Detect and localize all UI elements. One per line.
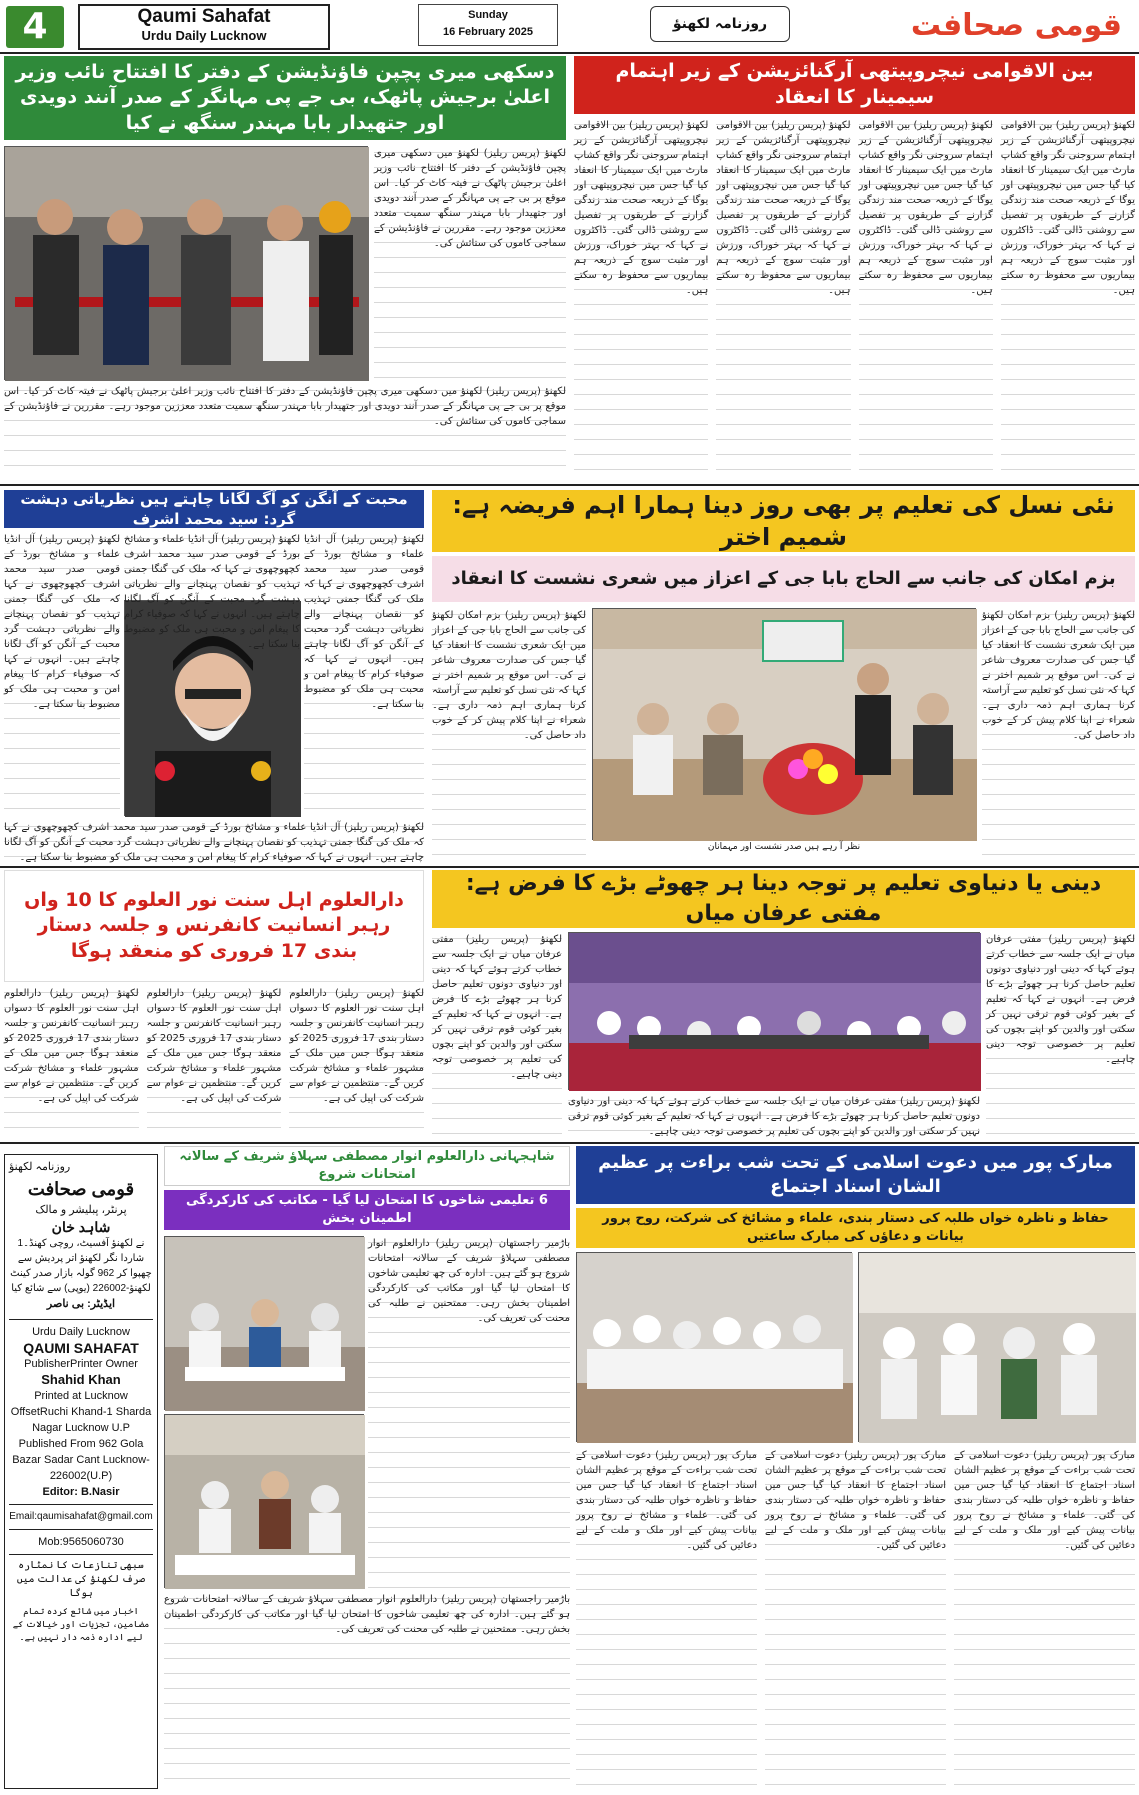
seminar-col-2: لکھنؤ (پریس ریلیز) بین الاقوامی نیچروپیتھی آرگنائزیشن کے زیر اہتمام سروجنی نگر واقع کشاپ مارٹ میں ایک سیمینار کا انعقاد کیا گیا جس میں نیچروپیتھی اور یوگا کے ذریعہ صحت مند زندگی گزارنے کے طریقوں پر تفصیل سے روشنی ڈالی گئی۔ ڈاکٹروں نے کہا کہ بہتر خوراک، ورزش اور مثبت سوچ کے ذریعہ ہم بیماریوں سے محفوظ رہ سکتے ہیں۔ [859,118,993,478]
imprint-jurisdiction: سبھی تنازعات کا نمٹارہ صرف لکھنؤ کی عدالت میں ہوگا [16,1560,146,1599]
foundation-headline: دسکھی میری پچپن فاؤنڈیشن کے دفتر کا افتتاح نائب وزیر اعلیٰ برجیش پاٹھک، بی جے پی مہانگر کے صدر آنند دویدی اور جتھیدار بابا مہندر سنگھ نے کیا [4,56,566,140]
imprint-divider-2 [9,1504,153,1505]
education-body-col3: لکھنؤ (پریس ریلیز) مفتی عرفان میاں نے ایک جلسہ سے خطاب کرتے ہوئے کہا کہ دینی اور دنیاوی دونوں تعلیم حاصل کرنا ہر چھوٹے بڑے کا فرض ہے۔ انہوں نے کہا کہ تعلیم کے بغیر کوئی قوم ترقی نہیں کر سکتی اور والدین کو اپنے بچوں کی تعلیم پر خصوصی توجہ دینی چاہیے۔ [568,1096,980,1137]
darul-col-3: لکھنؤ (پریس ریلیز) دارالعلوم اہل سنت نور العلوم کا دسواں رہبر انسانیت کانفرنس و جلسہ دستار بندی 17 فروری 2025 کو منعقد ہوگا جس میں ملک کے مشہور علماء و مشائخ شرکت کریں گے۔ منتظمین نے عوام سے شرکت کی اپیل کی ہے۔ [4,986,139,1136]
masthead-date: 16 February 2025 [443,26,533,38]
exam-body-col2: باڑمیر راجستھان (پریس ریلیز) دارالعلوم انوار مصطفی سہلاؤ شریف کے سالانہ امتحانات شروع ہو گئے ہیں۔ ادارہ کی چھ تعلیمی شاخوں کا امتحان لیا گیا اور مکاتب کی کارکردگی اطمینان بخش رہی۔ ممتحنین نے طلبہ کی محنت کی تعریف کی۔ [164,1592,570,1789]
education-photo [568,932,980,1090]
seminar-headline: بین الاقوامی نیچروپیتھی آرگنائزیشن کے زیر اہتمام سیمینار کا انعقاد [574,56,1135,114]
poetry-headline: نئی نسل کی تعلیم پر بھی روز دینا ہمارا اہم فریضہ ہے: شمیم اختر [432,490,1135,552]
imprint-divider-4 [9,1554,153,1555]
imprint-owner-urdu: شاہد خان [51,1219,111,1235]
imprint-mobile: Mob:9565060730 [38,1536,124,1548]
row-divider-1 [0,484,1139,486]
love-headline: محبت کے آنگن کو آگ لگانا چاہتے ہیں نظریاتی دہشت گرد: سید محمد اشرف [4,490,424,528]
imprint-editor-en: Editor: B.Nasir [42,1486,120,1498]
education-headline: دینی یا دنیاوی تعلیم پر توجہ دینا ہر چھوٹے بڑے کا فرض ہے: مفتی عرفان میاں [432,870,1135,928]
exam-headline: شاہجہانی دارالعلوم انوار مصطفی سہلاؤ شریف کے سالانہ امتحانات شروع [164,1146,570,1186]
foundation-photo [4,146,368,380]
imprint-title-en: QAUMI SAHAFAT [23,1340,139,1356]
masthead-title: Qaumi Sahafat [137,6,271,27]
exam-photo-1 [164,1236,364,1410]
masthead-english [78,4,330,50]
masthead-rule [0,52,1139,54]
love-body-col4: لکھنؤ (پریس ریلیز) آل انڈیا علماء و مشائخ بورڈ کے قومی صدر سید محمد اشرف کچھوچھوی نے کہا کہ ملک کی گنگا جمنی تہذیب کو نقصان پہنچانے والے نظریاتی دہشت گرد محبت کے آنگن کو آگ لگانا چاہتے ہیں۔ انہوں نے کہا کہ صوفیاء کرام کا پیغام امن و محبت ہی ملک کو مضبوط بنا سکتا ہے۔ [4,822,424,863]
masthead-day: Sunday [468,9,508,21]
imprint-owner-en: Shahid Khan [41,1372,121,1387]
mubarakpur-col-1: مبارک پور (پریس ریلیز) دعوت اسلامی کے تحت شب براءت کے موقع پر عظیم الشان اسناد اجتماع کا انعقاد کیا گیا جس میں حفاظ و ناظرہ خواں طلبہ کی دستار بندی کی گئی۔ علماء و مشائخ نے روح پرور بیانات پیش کیے اور ملک و ملت کے لیے دعائیں کی گئیں۔ [954,1448,1135,1789]
seminar-col-4: لکھنؤ (پریس ریلیز) بین الاقوامی نیچروپیتھی آرگنائزیشن کے زیر اہتمام سروجنی نگر واقع کشاپ مارٹ میں ایک سیمینار کا انعقاد کیا گیا جس میں نیچروپیتھی اور یوگا کے ذریعہ صحت مند زندگی گزارنے کے طریقوں پر تفصیل سے روشنی ڈالی گئی۔ ڈاکٹروں نے کہا کہ بہتر خوراک، ورزش اور مثبت سوچ کے ذریعہ ہم بیماریوں سے محفوظ رہ سکتے ہیں۔ [574,118,708,478]
imprint-disclaimer: اخبار میں شائع کردہ تمام مضامین، تجزیات اور خیالات کے لیے ادارہ ذمہ دار نہیں ہے۔ [12,1606,150,1642]
mubarakpur-photo-1 [858,1252,1135,1442]
imprint-divider [9,1319,153,1320]
foundation-body-col2: لکھنؤ (پریس ریلیز) لکھنؤ میں دسکھی میری پچپن فاؤنڈیشن کے دفتر کا افتتاح نائب وزیر اعلیٰ برجیش پاٹھک نے فیتہ کاٹ کر کیا۔ اس موقع پر بی جے پی مہانگر کے صدر آنند دویدی اور جتھیدار بابا مہندر سنگھ سمیت متعدد معززین موجود رہے۔ مقررین نے فاؤنڈیشن کے سماجی کاموں کی ستائش کی۔ [4,384,566,478]
imprint-email: Email:qaumisahafat@gmail.com [9,1511,153,1522]
mubarakpur-col-3: مبارک پور (پریس ریلیز) دعوت اسلامی کے تحت شب براءت کے موقع پر عظیم الشان اسناد اجتماع کا انعقاد کیا گیا جس میں حفاظ و ناظرہ خواں طلبہ کی دستار بندی کی گئی۔ علماء و مشائخ نے روح پرور بیانات پیش کیے اور ملک و ملت کے لیے دعائیں کی گئیں۔ [576,1448,757,1789]
seminar-columns [574,118,1135,478]
seminar-col-3: لکھنؤ (پریس ریلیز) بین الاقوامی نیچروپیتھی آرگنائزیشن کے زیر اہتمام سروجنی نگر واقع کشاپ مارٹ میں ایک سیمینار کا انعقاد کیا گیا جس میں نیچروپیتھی اور یوگا کے ذریعہ صحت مند زندگی گزارنے کے طریقوں پر تفصیل سے روشنی ڈالی گئی۔ ڈاکٹروں نے کہا کہ بہتر خوراک، ورزش اور مثبت سوچ کے ذریعہ ہم بیماریوں سے محفوظ رہ سکتے ہیں۔ [716,118,850,478]
imprint-daily-en: Urdu Daily Lucknow [32,1326,130,1338]
imprint-title-urdu: قومی صحافت [27,1179,135,1199]
row-divider-2 [0,866,1139,868]
poetry-subheadline: بزم امکان کی جانب سے الحاج بابا جی کے اعزاز میں شعری نشست کا انعقاد [432,556,1135,602]
imprint-divider-3 [9,1529,153,1530]
mubarakpur-headline: مبارک پور میں دعوت اسلامی کے تحت شب براءت پر عظیم الشان اسناد اجتماع [576,1146,1135,1204]
poetry-body-col1: لکھنؤ (پریس ریلیز) بزم امکان لکھنؤ کی جانب سے الحاج بابا جی کے اعزاز میں ایک شعری نشست کا انعقاد کیا گیا جس کی صدارت معروف شاعر نے کی۔ اس موقع پر شمیم اختر نے کہا کہ نئی نسل کو تعلیم سے آراستہ کرنا ہماری اہم ذمہ داری ہے۔ شعراء نے اپنا کلام پیش کر کے خوب داد حاصل کی۔ [982,608,1135,862]
education-body-col2: لکھنؤ (پریس ریلیز) مفتی عرفان میاں نے ایک جلسہ سے خطاب کرتے ہوئے کہا کہ دینی اور دنیاوی دونوں تعلیم حاصل کرنا ہر چھوٹے بڑے کا فرض ہے۔ انہوں نے کہا کہ تعلیم کے بغیر کوئی قوم ترقی نہیں کر سکتی اور والدین کو اپنے بچوں کی تعلیم پر خصوصی توجہ دینی چاہیے۔ [432,932,562,1136]
poetry-photo [592,608,976,840]
darul-columns [4,986,424,1136]
imprint-role-urdu: پرنٹر، پبلیشر و مالک [35,1204,127,1216]
masthead-daily-urdu: روزنامہ لکھنؤ [650,6,790,42]
foundation-body-col1: لکھنؤ (پریس ریلیز) لکھنؤ میں دسکھی میری پچپن فاؤنڈیشن کے دفتر کا افتتاح نائب وزیر اعلیٰ برجیش پاٹھک نے فیتہ کاٹ کر کیا۔ اس موقع پر بی جے پی مہانگر کے صدر آنند دویدی اور جتھیدار بابا مہندر سنگھ سمیت متعدد معززین موجود رہے۔ مقررین نے فاؤنڈیشن کے سماجی کاموں کی ستائش کی۔ [374,146,566,380]
mubarakpur-col-2: مبارک پور (پریس ریلیز) دعوت اسلامی کے تحت شب براءت کے موقع پر عظیم الشان اسناد اجتماع کا انعقاد کیا گیا جس میں حفاظ و ناظرہ خواں طلبہ کی دستار بندی کی گئی۔ علماء و مشائخ نے روح پرور بیانات پیش کیے اور ملک و ملت کے لیے دعائیں کی گئیں۔ [765,1448,946,1789]
imprint-printed-en: Printed at Lucknow OffsetRuchi Khand-1 Sharda Nagar Lucknow U.P [10,1390,152,1434]
page-number: 4 [6,6,64,48]
exam-body-col1: باڑمیر راجستھان (پریس ریلیز) دارالعلوم انوار مصطفی سہلاؤ شریف کے سالانہ امتحانات شروع ہو گئے ہیں۔ ادارہ کی چھ تعلیمی شاخوں کا امتحان لیا گیا اور مکاتب کی کارکردگی اطمینان بخش رہی۔ ممتحنین نے طلبہ کی محنت کی تعریف کی۔ [368,1236,570,1588]
imprint-address-urdu: نے لکھنؤ آفسیٹ، روچی کھنڈ۔1 شاردا نگر لکھنؤ اتر پردیش سے چھپوا کر 962 گولہ بازار صدر کینٹ لکھنؤ-226002 (یوپی) سے شائع کیا [10,1238,152,1294]
masthead-date-box [418,4,558,46]
mubarakpur-photo-2 [576,1252,852,1442]
darul-col-1: لکھنؤ (پریس ریلیز) دارالعلوم اہل سنت نور العلوم کا دسواں رہبر انسانیت کانفرنس و جلسہ دستار بندی 17 فروری 2025 کو منعقد ہوگا جس میں ملک کے مشہور علماء و مشائخ شرکت کریں گے۔ منتظمین نے عوام سے شرکت کی اپیل کی ہے۔ [289,986,424,1136]
seminar-col-1: لکھنؤ (پریس ریلیز) بین الاقوامی نیچروپیتھی آرگنائزیشن کے زیر اہتمام سروجنی نگر واقع کشاپ مارٹ میں ایک سیمینار کا انعقاد کیا گیا جس میں نیچروپیتھی اور یوگا کے ذریعہ صحت مند زندگی گزارنے کے طریقوں پر تفصیل سے روشنی ڈالی گئی۔ ڈاکٹروں نے کہا کہ بہتر خوراک، ورزش اور مثبت سوچ کے ذریعہ ہم بیماریوں سے محفوظ رہ سکتے ہیں۔ [1001,118,1135,478]
darul-headline: دارالعلوم اہل سنت نور العلوم کا 10 واں رہبر انسانیت کانفرنس و جلسہ دستار بندی 17 فروری کو منعقد ہوگا [4,870,424,982]
poetry-body-col2: لکھنؤ (پریس ریلیز) بزم امکان لکھنؤ کی جانب سے الحاج بابا جی کے اعزاز میں ایک شعری نشست کا انعقاد کیا گیا جس کی صدارت معروف شاعر نے کی۔ اس موقع پر شمیم اختر نے کہا کہ نئی نسل کو تعلیم سے آراستہ کرنا ہماری اہم ذمہ داری ہے۔ شعراء نے اپنا کلام پیش کر کے خوب داد حاصل کی۔ [432,608,586,862]
masthead-subtitle: Urdu Daily Lucknow [141,28,267,43]
darul-col-2: لکھنؤ (پریس ریلیز) دارالعلوم اہل سنت نور العلوم کا دسواں رہبر انسانیت کانفرنس و جلسہ دستار بندی 17 فروری 2025 کو منعقد ہوگا جس میں ملک کے مشہور علماء و مشائخ شرکت کریں گے۔ منتظمین نے عوام سے شرکت کی اپیل کی ہے۔ [147,986,282,1136]
row-divider-3 [0,1142,1139,1144]
mubarakpur-columns [576,1448,1135,1789]
imprint-role-en: PublisherPrinter Owner [24,1358,138,1370]
imprint-box [4,1154,158,1789]
education-body-col1: لکھنؤ (پریس ریلیز) مفتی عرفان میاں نے ایک جلسہ سے خطاب کرتے ہوئے کہا کہ دینی اور دنیاوی دونوں تعلیم حاصل کرنا ہر چھوٹے بڑے کا فرض ہے۔ انہوں نے کہا کہ تعلیم کے بغیر کوئی قوم ترقی نہیں کر سکتی اور والدین کو اپنے بچوں کی تعلیم پر خصوصی توجہ دینی چاہیے۔ [986,932,1135,1136]
imprint-daily-urdu: روزنامہ لکھنؤ [9,1161,71,1173]
imprint-published-en: Published From 962 Gola Bazar Sadar Cant Lucknow-226002(U.P) [12,1438,150,1482]
poetry-photo-caption: نظر آ رہے ہیں صدر نشست اور مہمانان [707,842,861,852]
love-body-col1: لکھنؤ (پریس ریلیز) آل انڈیا علماء و مشائخ بورڈ کے قومی صدر سید محمد اشرف کچھوچھوی نے کہا کہ ملک کی گنگا جمنی تہذیب کو نقصان پہنچانے والے نظریاتی دہشت گرد محبت کے آنگن کو آگ لگانا چاہتے ہیں۔ انہوں نے کہا کہ صوفیاء کرام کا پیغام امن و محبت ہی ملک کو مضبوط بنا سکتا ہے۔ [304,532,424,862]
love-body-col2: لکھنؤ (پریس ریلیز) آل انڈیا علماء و مشائخ بورڈ کے قومی صدر سید محمد اشرف کچھوچھوی نے کہا کہ ملک کی گنگا جمنی تہذیب کو نقصان پہنچانے والے نظریاتی دہشت گرد محبت کے آنگن کو آگ لگانا چاہتے ہیں۔ انہوں نے کہا کہ صوفیاء کرام کا پیغام امن و محبت ہی ملک کو مضبوط بنا سکتا ہے۔ [4,532,120,862]
mubarakpur-subheadline: حفاظ و ناظرہ خواں طلبہ کی دستار بندی، علماء و مشائخ کی شرکت، روح پرور بیانات و دعاؤں کی مبارک ساعتیں [576,1208,1135,1248]
love-body-col3: لکھنؤ (پریس ریلیز) آل انڈیا علماء و مشائخ بورڈ کے قومی صدر سید محمد اشرف کچھوچھوی نے کہا کہ ملک کی گنگا جمنی تہذیب کو نقصان پہنچانے والے نظریاتی دہشت گرد محبت کے آنگن کو آگ لگانا چاہتے ہیں۔ انہوں نے کہا کہ صوفیاء کرام کا پیغام امن و محبت ہی ملک کو مضبوط بنا سکتا ہے۔ [124,534,300,650]
exam-photo-2 [164,1414,364,1588]
imprint-editor-urdu: ایڈیٹر: بی ناصر [46,1298,116,1310]
masthead-logo: قومی صحافت [910,8,1122,43]
exam-subheadline: 6 تعلیمی شاخوں کا امتحان لیا گیا - مکاتب کی کارکردگی اطمینان بخش [164,1190,570,1230]
